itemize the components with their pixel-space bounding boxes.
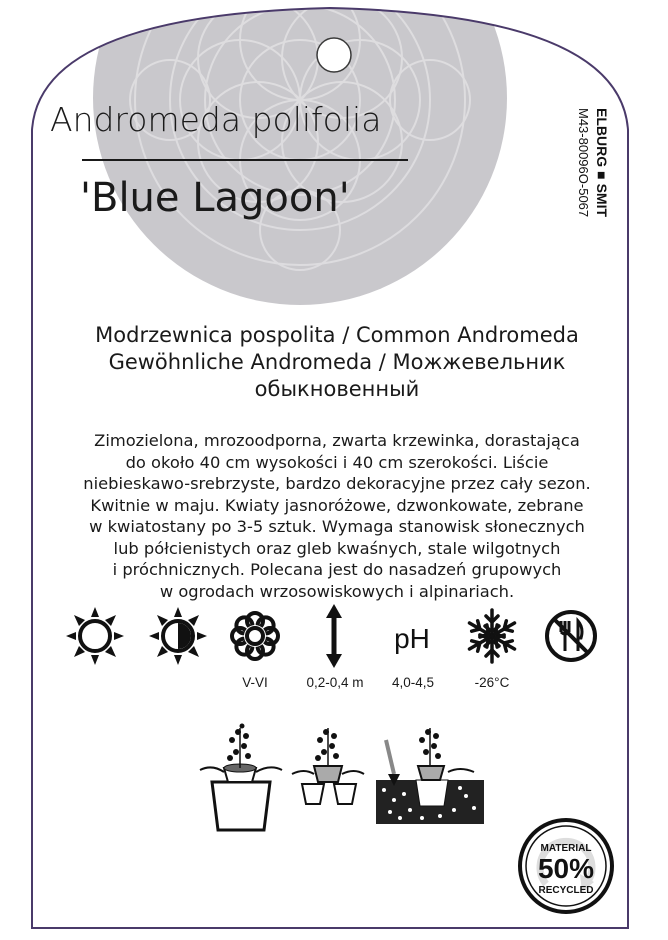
cultivar-name: 'Blue Lagoon' <box>80 175 350 221</box>
flowering-label: V-VI <box>242 675 268 690</box>
height-label: 0,2-0,4 m <box>306 675 364 690</box>
supplier-brand: ELBURG <box>594 108 610 168</box>
description-line: niebieskawo-srebrzyste, bardzo dekoracyjne przez cały sezon. <box>83 474 591 493</box>
description-line: i próchnicznych. Polecana jest do nasadzeń grupowych <box>112 560 562 579</box>
hardiness-label: -26°C <box>474 675 510 690</box>
common-name-line: Modrzewnica pospolita / Common Andromeda <box>95 323 579 347</box>
hang-hole <box>317 38 351 72</box>
recycle-percent: 50% <box>537 853 595 884</box>
decorative-circle <box>93 0 507 305</box>
planting-step-1-icon <box>200 724 282 831</box>
supplier-info <box>575 108 615 308</box>
common-names <box>40 322 634 403</box>
description-line: Zimozielona, mrozoodporna, zwarta krzewinka, dorastająca <box>94 431 580 450</box>
description-line: Kwitnie w maju. Kwiaty jasnoróżowe, dzwonkowate, zebrane <box>90 495 584 515</box>
planting-step-3-icon <box>376 728 484 824</box>
supplier-separator: ■ <box>594 171 610 180</box>
recycle-text-top: MATERIAL <box>540 843 592 854</box>
planting-step-2-icon <box>292 728 364 804</box>
recycled-material-logo <box>520 820 612 912</box>
height-arrow-icon <box>326 604 342 668</box>
plant-description <box>40 430 634 602</box>
common-name-line: Gewöhnliche Andromeda / Можжевельник <box>108 350 566 374</box>
description-line: do około 40 cm wysokości i 40 cm szerokości. Liście <box>125 452 549 472</box>
sun-icon <box>66 607 124 665</box>
supplier-brand-2: SMIT <box>594 183 610 218</box>
half-shade-icon <box>149 607 207 665</box>
description-line: w ogrodach wrzosowiskowych i alpinariach. <box>159 581 515 601</box>
description-line: w kwiatostany po 3-5 sztuk. Wymaga stanowisk słonecznych <box>89 517 585 536</box>
latin-name: Andromeda polifolia <box>50 100 382 139</box>
svg-text:ELBURG■SMIT <box>594 108 610 217</box>
not-edible-icon <box>547 612 595 660</box>
description-line: lub półcienistych oraz gleb kwaśnych, stale wilgotnych <box>113 538 561 558</box>
supplier-code: M43-80096O-5067 <box>576 108 591 218</box>
flower-icon <box>232 613 278 659</box>
ph-icon: pH <box>394 623 430 654</box>
common-name-line: обыкновенный <box>254 377 420 401</box>
recycle-text-bottom: RECYCLED <box>538 885 594 896</box>
snowflake-icon <box>466 610 518 662</box>
ph-label: 4,0-4,5 <box>391 675 435 690</box>
